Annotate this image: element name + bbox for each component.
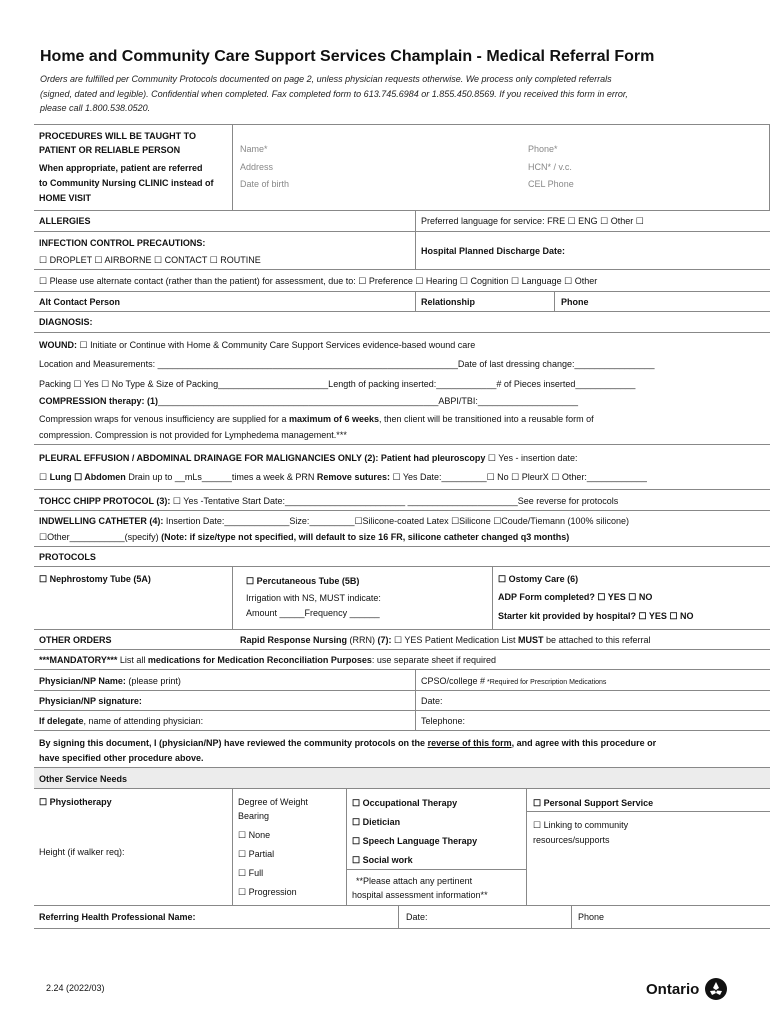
catheter-line[interactable]: INDWELLING CATHETER (4): Insertion Date:_____________Size:_________☐Silicone-coated Latex ☐Silicone ☐Coude/Tiemann (100% silicone) (39, 516, 629, 526)
catheter-section (34, 511, 770, 547)
weight-bearing-label: Bearing (238, 811, 270, 821)
phone-field[interactable]: Phone* (528, 144, 558, 154)
mandatory-row (34, 650, 770, 670)
referral-form (34, 124, 770, 933)
patient-fields-box[interactable] (232, 125, 770, 211)
percutaneous-option[interactable]: ☐ Percutaneous Tube (5B) (246, 576, 360, 586)
delegate-row (34, 711, 770, 731)
psw-option[interactable]: ☐ Personal Support Service (533, 798, 654, 808)
dietician-option[interactable]: ☐ Dietician (352, 817, 401, 827)
signing-statement-row (34, 731, 770, 768)
ontario-wordmark: Ontario (646, 980, 700, 998)
preferred-language[interactable]: Preferred language for service: FRE ☐ ENG ☐ Other ☐ (421, 216, 644, 226)
walker-height-field[interactable]: Height (if walker req): (39, 847, 125, 857)
weight-none-option[interactable]: ☐ None (238, 830, 271, 840)
instructions-line: please call 1.800.538.0520. (40, 103, 151, 113)
infection-control-options[interactable]: ☐ DROPLET ☐ AIRBORNE ☐ CONTACT ☐ ROUTINE (39, 255, 261, 265)
other-services-label: Other Service Needs (39, 774, 128, 784)
adp-form[interactable]: ADP Form completed? ☐ YES ☐ NO (498, 592, 653, 602)
wound-line[interactable]: WOUND: ☐ Initiate or Continue with Home & Community Care Support Services evidence-based wound care (39, 340, 476, 350)
wound-location[interactable]: Location and Measurements: ____________________________________________________________Date of last dressing change:________________ (39, 359, 655, 369)
nephrostomy-option[interactable]: ☐ Nephrostomy Tube (5A) (39, 574, 151, 584)
wound-packing[interactable]: Packing ☐ Yes ☐ No Type & Size of Packing______________________Length of packing inserted:____________# of Pieces inserted____________ (39, 379, 636, 389)
infection-control-label: INFECTION CONTROL PRECAUTIONS: (39, 238, 206, 248)
irrigation-note: Irrigation with NS, MUST indicate: (246, 593, 381, 603)
tohcc-row (34, 490, 770, 511)
catheter-note[interactable]: ☐Other___________(specify) (Note: if size/type not specified, will default to size 16 FR, silicone catheter changed q3 months) (39, 532, 570, 542)
physician-signature-row (34, 691, 770, 711)
name-field[interactable]: Name* (240, 144, 268, 154)
weight-progression-option[interactable]: ☐ Progression (238, 887, 297, 897)
alt-phone-label[interactable]: Phone (561, 297, 589, 307)
pleural-drain-line[interactable]: ☐ Lung ☐ Abdomen Drain up to __mLs______times a week & PRN Remove sutures: ☐ Yes Date:_________☐ No ☐ PleurX ☐ Other:____________ (39, 472, 647, 482)
slt-option[interactable]: ☐ Speech Language Therapy (352, 836, 478, 846)
cpso-field[interactable]: CPSO/college # *Required for Prescription Medications (421, 676, 607, 686)
other-services-header (34, 768, 770, 789)
procedures-note: PROCEDURES WILL BE TAUGHT TO (39, 131, 197, 141)
tohcc-line[interactable]: TOHCC CHIPP PROTOCOL (3): ☐ Yes -Tentative Start Date:________________________ ______________________See reverse for protocols (39, 496, 619, 506)
allergies-label: ALLERGIES (39, 216, 91, 226)
linking-option[interactable]: ☐ Linking to community (533, 820, 629, 830)
wound-section (34, 333, 770, 445)
protocols-row (34, 567, 770, 630)
physician-name-field[interactable]: Physician/NP Name: (please print) (39, 676, 181, 686)
compression-note: compression. Compression is not provided for Lymphedema management.*** (39, 430, 347, 440)
physiotherapy-option[interactable]: ☐ Physiotherapy (39, 797, 112, 807)
amount-frequency[interactable]: Amount _____Frequency ______ (246, 608, 380, 618)
ot-option[interactable]: ☐ Occupational Therapy (352, 798, 458, 808)
trillium-icon (705, 978, 727, 1000)
social-work-option[interactable]: ☐ Social work (352, 855, 413, 865)
protocols-header-row (34, 547, 770, 567)
clinic-note: to Community Nursing CLINIC instead of (39, 178, 214, 188)
linking-option: resources/supports (533, 835, 610, 845)
discharge-date-label[interactable]: Hospital Planned Discharge Date: (421, 246, 566, 256)
mandatory-note: ***MANDATORY*** List all medications for Medication Reconciliation Purposes: use separate sheet if required (39, 655, 496, 665)
weight-bearing-label: Degree of Weight (238, 797, 308, 807)
referring-row (34, 906, 770, 929)
physician-signature-field[interactable]: Physician/NP signature: (39, 696, 142, 706)
cel-phone-field[interactable]: CEL Phone (528, 179, 574, 189)
clinic-note: When appropriate, patient are referred (39, 163, 203, 173)
hcn-field[interactable]: HCN* / v.c. (528, 162, 572, 172)
physician-date-field[interactable]: Date: (421, 696, 443, 706)
attach-note: **Please attach any pertinent (356, 876, 473, 886)
instructions-line: (signed, dated and legible). Confidential when completed. Fax completed form to 613.745.6984 or 1.855.450.8569. If you received this form in error, (40, 88, 628, 99)
diagnosis-label[interactable]: DIAGNOSIS: (39, 317, 93, 327)
form-title: Home and Community Care Support Services Champlain - Medical Referral Form (40, 48, 655, 65)
ostomy-option[interactable]: ☐ Ostomy Care (6) (498, 574, 579, 584)
alt-contact-row (34, 292, 770, 312)
reverse-form-link[interactable]: reverse of this form (427, 738, 512, 748)
weight-partial-option[interactable]: ☐ Partial (238, 849, 275, 859)
alt-contact-reason[interactable]: ☐ Please use alternate contact (rather than the patient) for assessment, due to: ☐ Preference ☐ Hearing ☐ Cognition ☐ Language ☐ Other (39, 276, 598, 286)
alt-contact-reason-row (34, 270, 770, 292)
patient-info-row (34, 125, 770, 211)
other-orders-row (34, 630, 770, 650)
protocols-label: PROTOCOLS (39, 552, 96, 562)
compression-line[interactable]: COMPRESSION therapy: (1)________________________________________________________ABPI/TBI:____________________ (39, 396, 578, 406)
pleural-line[interactable]: PLEURAL EFFUSION / ABDOMINAL DRAINAGE FOR MALIGNANCIES ONLY (2): Patient had pleuroscopy ☐ Yes - insertion date: (39, 453, 578, 463)
form-version: 2.24 (2022/03) (46, 983, 105, 993)
alt-contact-person[interactable]: Alt Contact Person (39, 297, 121, 307)
ontario-logo (646, 978, 727, 1000)
starter-kit[interactable]: Starter kit provided by hospital? ☐ YES ☐ NO (498, 611, 694, 621)
signing-statement: By signing this document, I (physician/NP) have reviewed the community protocols on the reverse of this form, and agree with this procedure or (39, 738, 657, 748)
form-instructions (40, 72, 740, 116)
referring-phone-field[interactable]: Phone (578, 912, 605, 922)
diagnosis-row (34, 312, 770, 333)
infection-control-row (34, 232, 770, 270)
instructions-line: Orders are fulfilled per Community Protocols documented on page 2, unless physician requests otherwise. We process only completed referrals (40, 74, 612, 84)
other-services-row (34, 789, 770, 906)
allergies-row (34, 211, 770, 232)
attach-note: hospital assessment information** (352, 890, 488, 900)
dob-field[interactable]: Date of birth (240, 179, 290, 189)
weight-full-option[interactable]: ☐ Full (238, 868, 264, 878)
physician-name-row (34, 670, 770, 691)
referring-name-field[interactable]: Referring Health Professional Name: (39, 912, 196, 922)
address-field[interactable]: Address (240, 162, 274, 172)
referring-date-field[interactable]: Date: (406, 912, 428, 922)
other-orders-label: OTHER ORDERS (39, 635, 112, 645)
compression-note: Compression wraps for venous insufficiency are supplied for a maximum of 6 weeks, then client will be transitioned into a reusable form of (39, 414, 594, 424)
procedures-note: PATIENT OR RELIABLE PERSON (39, 145, 181, 155)
clinic-note: HOME VISIT (39, 193, 92, 203)
rrn-line[interactable]: Rapid Response Nursing (RRN) (7): ☐ YES Patient Medication List MUST be attached to this referral (240, 635, 651, 645)
signing-statement: have specified other procedure above. (39, 753, 204, 763)
telephone-field[interactable]: Telephone: (421, 716, 466, 726)
delegate-field[interactable]: If delegate, name of attending physician: (39, 716, 204, 726)
pleural-section (34, 445, 770, 490)
relationship-label[interactable]: Relationship (421, 297, 476, 307)
